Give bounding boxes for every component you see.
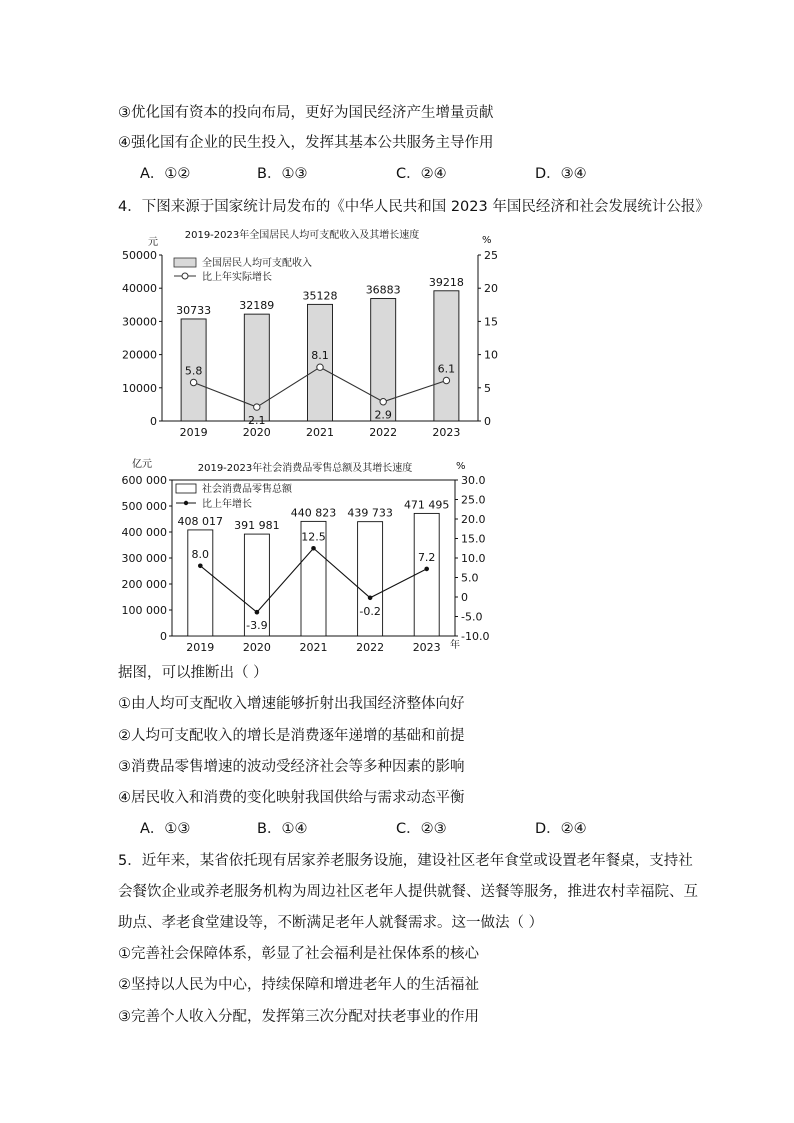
x-tick-label: 2022: [356, 641, 385, 654]
x-tick-label: 2023: [412, 641, 441, 654]
growth-point: [190, 379, 196, 385]
growth-value-label: 8.0: [191, 547, 210, 561]
y-tick-label: 400 000: [121, 526, 167, 539]
bar-value-label: 471 495: [403, 498, 450, 512]
bar: [358, 522, 383, 636]
bar-value-label: 39218: [428, 275, 464, 289]
y2-tick-label: 15.0: [461, 532, 486, 546]
y-tick-label: 100 000: [121, 604, 167, 617]
q5-statement-1: ①完善社会保障体系，彰显了社会福利是社保体系的核心: [118, 946, 479, 962]
growth-point: [424, 567, 429, 572]
y-tick-label: 10000: [122, 381, 157, 395]
x-tick-label: 2022: [369, 426, 398, 439]
q3-statement-4: ④强化国有企业的民生投入，发挥其基本公共服务主导作用: [118, 135, 494, 151]
legend-bar-label: 全国居民人均可支配收入: [202, 258, 312, 269]
x-tick-label: 2020: [242, 641, 271, 654]
growth-value-label: 2.9: [374, 408, 392, 422]
y2-tick-label: 30.0: [461, 474, 486, 487]
chart1-title: 2019-2023年全国居民人均可支配收入及其增长速度: [184, 230, 420, 241]
growth-point: [368, 595, 373, 600]
y2-tick-label: 20.0: [461, 513, 486, 526]
q4-statement-1: ①由人均可支配收入增速能够折射出我国经济整体向好: [118, 696, 465, 712]
chart1-ylabel: 元: [148, 237, 158, 248]
bar-value-label: 30733: [176, 303, 212, 317]
chart2-y2label: %: [456, 461, 466, 472]
x-tick-label: 2020: [242, 426, 271, 439]
chart1-y2label: %: [482, 235, 492, 246]
y-tick-label: 0: [160, 630, 167, 643]
q4-stem: 4．下图来源于国家统计局发布的《中华人民共和国 2023 年国民经济和社会发展统计公报》: [118, 199, 710, 215]
y-tick-label: 50000: [122, 249, 157, 262]
growth-value-label: 7.2: [417, 550, 436, 564]
y2-tick-label: 5.0: [461, 571, 479, 585]
q4-option-d[interactable]: D．②④: [535, 821, 587, 837]
y2-tick-label: 15: [484, 315, 498, 329]
y2-tick-label: 0: [484, 415, 491, 428]
q3-statement-3: ③优化国有资本的投向布局，更好为国民经济产生增量贡献: [118, 105, 494, 121]
y2-tick-label: -5.0: [461, 610, 483, 624]
chart2-legend: [176, 482, 293, 510]
x-tick-label: 2019: [179, 426, 208, 439]
y2-tick-label: 10: [484, 348, 498, 362]
bar: [434, 291, 459, 421]
growth-point: [254, 404, 260, 410]
q3-option-c[interactable]: C．②④: [396, 166, 447, 182]
y-tick-label: 300 000: [121, 552, 167, 565]
q4-statement-2: ②人均可支配收入的增长是消费逐年递增的基础和前提: [118, 728, 465, 744]
bar-value-label: 440 823: [290, 506, 337, 520]
chart1-legend: [174, 256, 312, 283]
legend-bar-swatch: [174, 258, 196, 267]
q5-stem-line-1: 5．近年来，某省依托现有居家养老服务设施，建设社区老年食堂或设置老年餐桌，支持社: [118, 853, 693, 869]
y-tick-label: 0: [150, 415, 157, 428]
bar-value-label: 439 733: [347, 506, 393, 520]
growth-value-label: 5.8: [184, 364, 203, 378]
x-tick-label: 2021: [306, 426, 334, 439]
q3-option-d[interactable]: D．③④: [535, 166, 587, 182]
y-tick-label: 20000: [122, 348, 157, 362]
growth-value-label: 2.1: [248, 414, 266, 428]
q5-statement-3: ③完善个人收入分配，发挥第三次分配对扶老事业的作用: [118, 1009, 479, 1025]
x-tick-label: 2019: [186, 641, 215, 654]
growth-point: [443, 377, 449, 383]
x-tick-label: 2023: [432, 426, 461, 439]
y-tick-label: 500 000: [121, 500, 167, 513]
legend-line-label: 比上年实际增长: [202, 272, 272, 283]
q5-statement-2: ②坚持以人民为中心，持续保障和增进老年人的生活福祉: [118, 977, 479, 993]
bar-value-label: 35128: [302, 289, 338, 303]
bar-value-label: 36883: [365, 283, 401, 297]
q4-prompt: 据图，可以推断出（ ）: [118, 665, 268, 681]
q4-option-a[interactable]: A．①③: [140, 821, 191, 837]
q5-stem-line-3: 助点、孝老食堂建设等，不断满足老年人就餐需求。这一做法（ ）: [118, 915, 544, 931]
q3-option-b[interactable]: B．①③: [257, 166, 308, 182]
income-chart: [122, 223, 510, 445]
legend2-bar-label: 社会消费品零售总额: [202, 484, 292, 495]
growth-point: [198, 564, 203, 569]
q4-option-c[interactable]: C．②③: [396, 821, 447, 837]
y2-tick-label: -10.0: [461, 630, 490, 643]
y2-tick-label: 25.0: [461, 493, 486, 507]
growth-value-label: 8.1: [311, 349, 329, 363]
legend2-bar-swatch: [176, 484, 196, 493]
growth-value-label: -0.2: [359, 604, 381, 618]
bar: [188, 530, 213, 636]
retail-chart: [110, 453, 490, 653]
chart2-ylabel: 亿元: [132, 459, 152, 470]
growth-point: [317, 364, 323, 370]
growth-point: [255, 610, 260, 615]
y2-tick-label: 0: [461, 591, 468, 604]
bar-value-label: 408 017: [177, 514, 224, 528]
y2-tick-label: 5: [484, 381, 491, 395]
q4-option-b[interactable]: B．①④: [257, 821, 308, 837]
x-tick-label: 2021: [299, 641, 328, 654]
legend2-line-marker: [184, 501, 188, 505]
q5-stem-line-2: 会餐饮企业或养老服务机构为周边社区老年人提供就餐、送餐等服务，推进农村幸福院、互: [118, 884, 698, 900]
bar: [308, 304, 333, 421]
chart2-title: 2019-2023年社会消费品零售总额及其增长速度: [197, 463, 413, 474]
growth-value-label: 6.1: [437, 362, 456, 376]
growth-point: [311, 546, 316, 551]
y-tick-label: 30000: [122, 315, 157, 329]
y2-tick-label: 20: [484, 282, 498, 296]
q4-statement-3: ③消费品零售增速的波动受经济社会等多种因素的影响: [118, 759, 465, 775]
y-tick-label: 200 000: [121, 578, 167, 591]
bar-value-label: 391 981: [234, 519, 280, 533]
legend-line-marker: [182, 273, 188, 279]
q4-statement-4: ④居民收入和消费的变化映射我国供给与需求动态平衡: [118, 790, 465, 806]
y-tick-label: 40000: [122, 282, 157, 296]
y-tick-label: 600 000: [121, 474, 167, 487]
q3-option-a[interactable]: A．①②: [140, 166, 191, 182]
y2-tick-label: 25: [484, 249, 498, 262]
chart2-xunit: 年: [450, 640, 460, 651]
bar-value-label: 32189: [239, 299, 275, 313]
growth-point: [380, 399, 386, 405]
y2-tick-label: 10.0: [461, 552, 486, 565]
bar: [414, 513, 439, 636]
growth-value-label: -3.9: [246, 619, 268, 633]
growth-value-label: 12.5: [301, 530, 326, 544]
legend2-line-label: 比上年增长: [202, 499, 252, 510]
